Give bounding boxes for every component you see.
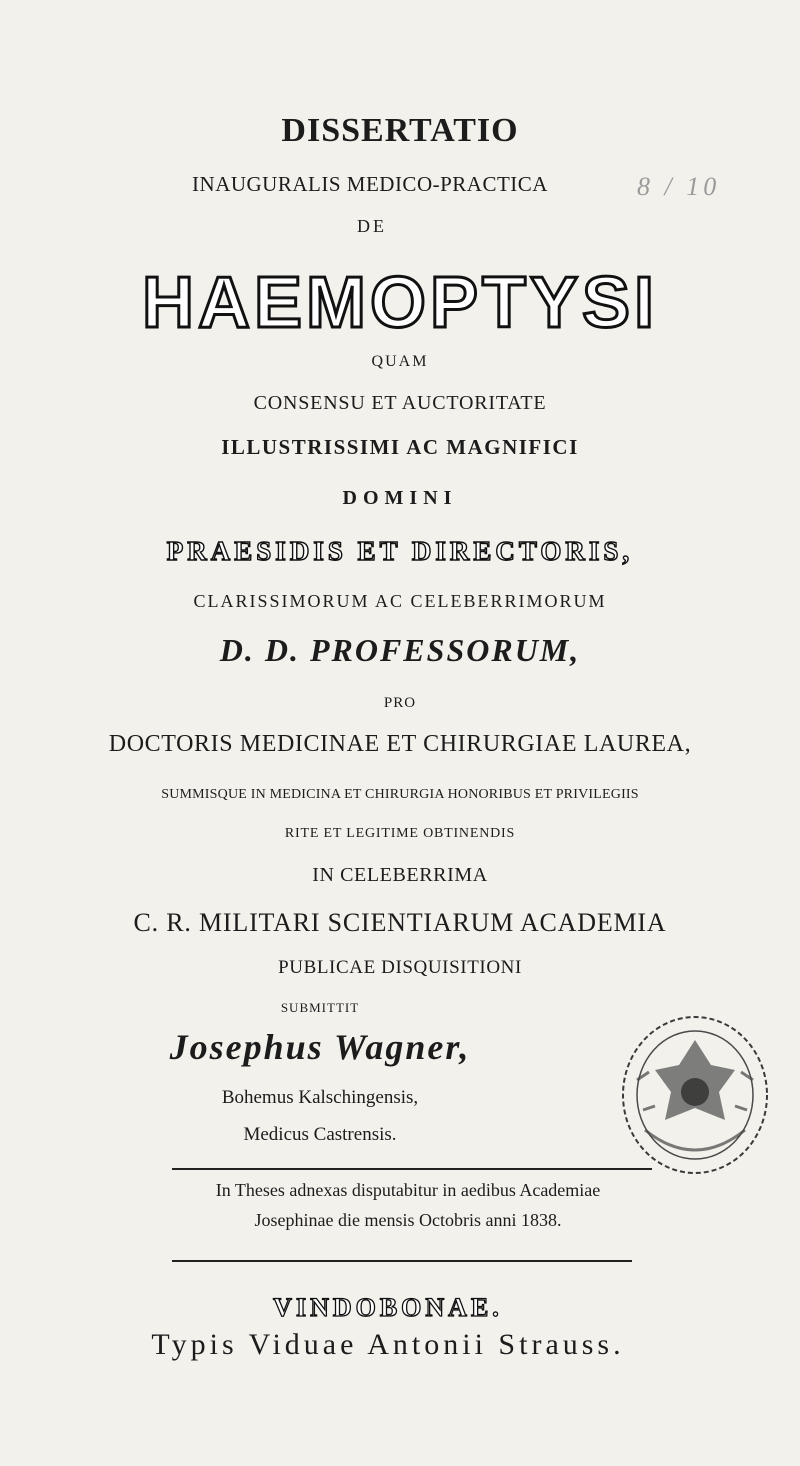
disputation-line-2: Josephinae die mensis Octobris anni 1838. — [254, 1210, 562, 1230]
in-celeberrima-line: IN CELEBERRIMA — [312, 864, 488, 886]
rite-line: RITE ET LEGITIME OBTINENDIS — [284, 826, 516, 841]
quam-line: QUAM — [371, 353, 429, 370]
pro-line: PRO — [383, 695, 417, 711]
disputation-line-1: In Theses adnexas disputabitur in aedibus Academiae — [215, 1180, 601, 1200]
illustrissimi-line: ILLUSTRISSIMI AC MAGNIFICI — [221, 435, 579, 459]
domini-line: DOMINI — [342, 487, 458, 509]
de-line: DE — [357, 216, 387, 236]
clarissimorum-line: CLARISSIMORUM AC CELEBERRIMORUM — [193, 591, 607, 611]
academia-line: C. R. MILITARI SCIENTIARUM ACADEMIA — [133, 908, 667, 937]
main-title: HAEMOPTYSI — [141, 263, 659, 343]
divider-upper — [172, 1168, 652, 1170]
summisque-line: SUMMISQUE IN MEDICINA ET CHIRURGIA HONORIBUS ET PRIVILEGIIS — [161, 787, 639, 802]
imprint-printer: Typis Viduae Antonii Strauss. — [151, 1328, 625, 1361]
submittit-line: SUBMITTIT — [280, 1000, 360, 1015]
handwritten-marginalia: 8 / 10 — [637, 172, 721, 201]
author-role: Medicus Castrensis. — [243, 1124, 397, 1145]
divider-lower — [172, 1260, 632, 1262]
inauguralis-line: INAUGURALIS MEDICO-PRACTICA — [192, 172, 548, 196]
library-stamp-icon — [615, 1010, 775, 1180]
author-name: Josephus Wagner, — [169, 1027, 471, 1067]
praesidis-line: PRAESIDIS ET DIRECTORIS, — [166, 536, 634, 566]
publicae-line: PUBLICAE DISQUISITIONI — [278, 957, 522, 978]
imprint-place: VINDOBONAE. — [273, 1293, 503, 1322]
professorum-line: D. D. PROFESSORUM, — [219, 632, 581, 668]
author-origin: Bohemus Kalschingensis, — [221, 1087, 419, 1108]
doctoris-line: DOCTORIS MEDICINAE ET CHIRURGIAE LAUREA, — [108, 731, 692, 757]
consensu-line: CONSENSU ET AUCTORITATE — [253, 392, 547, 414]
dissertatio-heading: DISSERTATIO — [281, 112, 519, 149]
